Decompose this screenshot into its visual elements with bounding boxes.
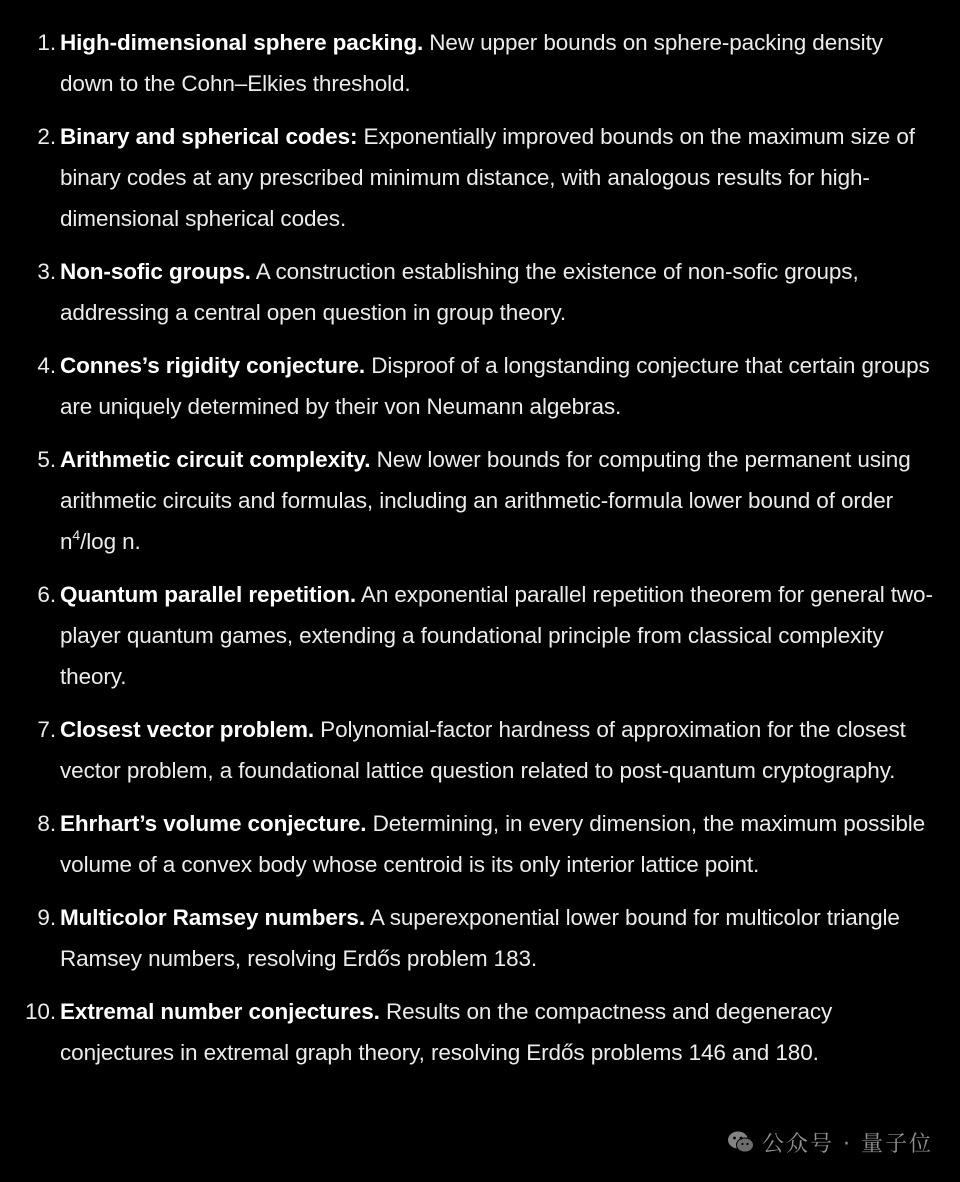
list-item [0, 22, 960, 104]
item-description: Determining, in every dimension, the maximum possible volume of a convex body whose centroid is its only interior lattice point. [60, 811, 926, 877]
item-description: A superexponential lower bound for multicolor triangle Ramsey numbers, resolving Erdős problem 183. [60, 905, 900, 971]
item-title: Arithmetic circuit complexity. [60, 447, 371, 472]
item-title: Non-sofic groups. [60, 259, 251, 284]
item-description: Disproof of a longstanding conjecture that certain groups are uniquely determined by their von Neumann algebras. [60, 353, 930, 419]
numbered-list [0, 22, 960, 1085]
item-title: Extremal number conjectures. [60, 999, 380, 1024]
item-title: High-dimensional sphere packing. [60, 30, 424, 55]
list-item [0, 803, 960, 885]
list-item [0, 991, 960, 1073]
item-description-tail: /log n. [80, 529, 141, 554]
list-item [0, 709, 960, 791]
item-description: Polynomial-factor hardness of approximation for the closest vector problem, a foundational lattice question related to post-quantum cryptography. [60, 717, 906, 783]
list-item [0, 439, 960, 562]
list-item [0, 345, 960, 427]
item-description: An exponential parallel repetition theorem for general two-player quantum games, extending a foundational principle from classical complexity theory. [60, 582, 933, 689]
item-title: Multicolor Ramsey numbers. [60, 905, 365, 930]
item-title: Closest vector problem. [60, 717, 315, 742]
item-description: Results on the compactness and degeneracy conjectures in extremal graph theory, resolving Erdős problems 146 and 180. [60, 999, 833, 1065]
item-number: 6. [37, 582, 56, 607]
list-item [0, 574, 960, 697]
item-number: 2. [37, 124, 56, 149]
item-number: 7. [37, 717, 56, 742]
item-number: 8. [37, 811, 56, 836]
item-number: 1. [37, 30, 56, 55]
item-title: Binary and spherical codes: [60, 124, 358, 149]
item-number: 4. [37, 353, 56, 378]
wechat-icon [726, 1127, 756, 1157]
item-number: 3. [37, 259, 56, 284]
item-title: Ehrhart’s volume conjecture. [60, 811, 367, 836]
list-item [0, 251, 960, 333]
list-item [0, 897, 960, 979]
item-description: Exponentially improved bounds on the maximum size of binary codes at any prescribed minimum distance, with analogous results for high-dimensional spherical codes. [60, 124, 915, 231]
item-number: 10. [25, 999, 56, 1024]
item-title: Quantum parallel repetition. [60, 582, 356, 607]
item-number: 9. [37, 905, 56, 930]
exponent: 4 [72, 527, 81, 543]
list-item [0, 116, 960, 239]
watermark-text: 公众号 · 量子位 [762, 1131, 933, 1157]
item-title: Connes’s rigidity conjecture. [60, 353, 366, 378]
item-description-text: New lower bounds for computing the permanent using arithmetic circuits and formulas, including an arithmetic-formula lower bound of order n [60, 447, 911, 554]
watermark [726, 1124, 933, 1160]
item-description: New upper bounds on sphere-packing density down to the Cohn–Elkies threshold. [60, 30, 883, 96]
item-number: 5. [37, 447, 56, 472]
item-description: A construction establishing the existence of non-sofic groups, addressing a central open question in group theory. [60, 259, 859, 325]
